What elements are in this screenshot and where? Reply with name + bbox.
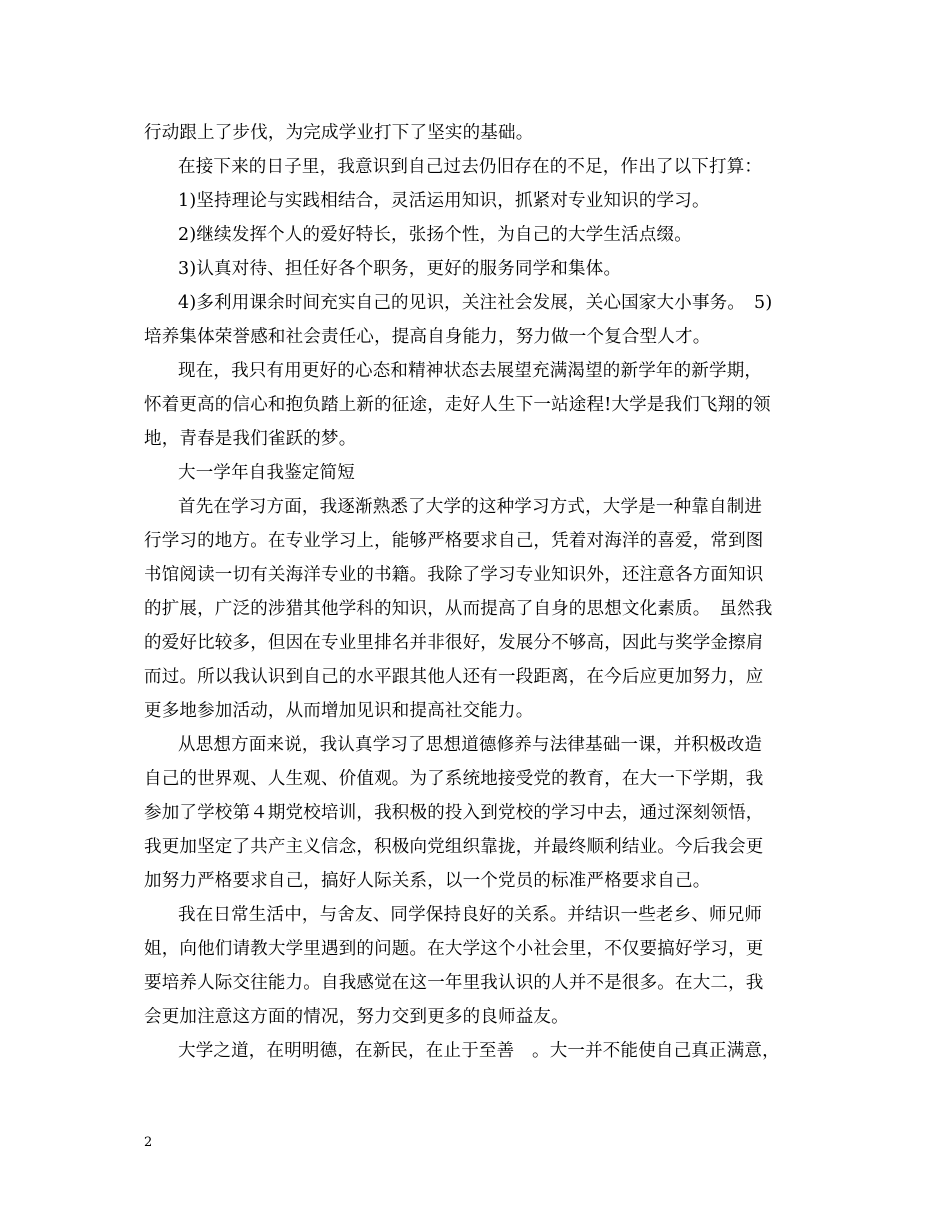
paragraph-start-line: 现在，我只有用更好的心态和精神状态去展望充满渴望的新学年的新学期， [178,361,763,381]
text-line: 参加了学校第４期党校培训，我积极的投入到党校的学习中去，通过深刻领悟， [144,803,764,823]
text-line: 而过。所以我认识到自己的水平跟其他人还有一段距离，在今后应更加努力，应 [144,667,764,687]
text-line: 我更加坚定了共产主义信念，积极向党组织靠拢，并最终顺利结业。今后我会更 [144,837,764,857]
text-line: 行动跟上了步伐，为完成学业打下了坚实的基础。 [144,123,534,143]
paragraph-start-line: 在接下来的日子里，我意识到自己过去仍旧存在的不足，作出了以下打算： [178,157,763,177]
plan-item-4: 4)多利用课余时间充实自己的见识，关注社会发展，关心国家大小事务。 5) [178,293,773,313]
text-line: 要培养人际交往能力。自我感觉在这一年里我认识的人并不是很多。在大二，我 [144,973,764,993]
paragraph-start-line: 大学之道，在明明德，在新民，在止于至善 。大一并不能使自己真正满意， [178,1041,780,1061]
text-line: 怀着更高的信心和抱负踏上新的征途，走好人生下一站途程!大学是我们飞翔的领 [144,395,771,415]
text-line: 地，青春是我们雀跃的梦。 [144,429,357,449]
text-line: 更多地参加活动，从而增加见识和提高社交能力。 [144,701,534,721]
plan-item-5: 培养集体荣誉感和社会责任心，提高自身能力，努力做一个复合型人才。 [144,327,711,347]
text-line: 姐，向他们请教大学里遇到的问题。在大学这个小社会里，不仅要搞好学习，更 [144,939,764,959]
text-line: 自己的世界观、人生观、价值观。为了系统地接受党的教育，在大一下学期，我 [144,769,764,789]
plan-item-2: 2)继续发挥个人的爱好特长，张扬个性，为自己的大学生活点缀。 [178,225,692,245]
text-line: 加努力严格要求自己，搞好人际关系，以一个党员的标准严格要求自己。 [144,871,711,891]
text-line: 行学习的地方。在专业学习上，能够严格要求自己，凭着对海洋的喜爱，常到图 [144,531,764,551]
text-line: 书馆阅读一切有关海洋专业的书籍。我除了学习专业知识外，还注意各方面知识 [144,565,764,585]
text-line: 会更加注意这方面的情况，努力交到更多的良师益友。 [144,1007,569,1027]
paragraph-start-line: 我在日常生活中，与舍友、同学保持良好的关系。并结识一些老乡、师兄师 [178,905,763,925]
section-heading: 大一学年自我鉴定简短 [178,463,355,483]
plan-item-3: 3)认真对待、担任好各个职务，更好的服务同学和集体。 [178,259,622,279]
text-line: 的扩展，广泛的涉猎其他学科的知识，从而提高了自身的思想文化素质。 虽然我 [144,599,773,619]
plan-item-1: 1)坚持理论与实践相结合，灵活运用知识，抓紧对专业知识的学习。 [178,191,710,211]
paragraph-start-line: 从思想方面来说，我认真学习了思想道德修养与法律基础一课，并积极改造 [178,735,763,755]
page-number: 2 [144,1135,153,1150]
text-line: 的爱好比较多，但因在专业里排名并非很好，发展分不够高，因此与奖学金擦肩 [144,633,764,653]
paragraph-start-line: 首先在学习方面，我逐渐熟悉了大学的这种学习方式，大学是一种靠自制进 [178,497,763,517]
